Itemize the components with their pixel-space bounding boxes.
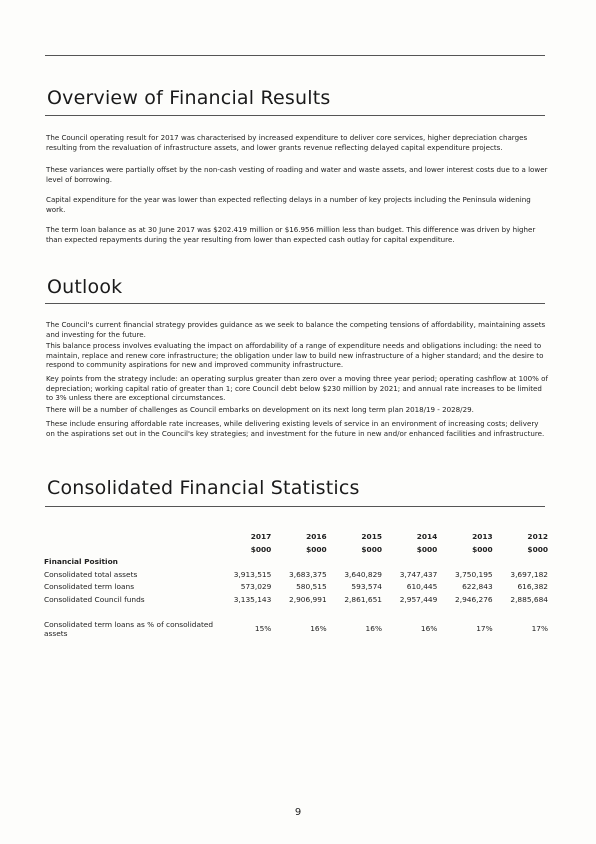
- year-header: 2012: [527, 532, 548, 541]
- table-cell: 17%: [476, 623, 493, 633]
- table-cell: 2,946,276: [455, 594, 493, 604]
- table-cell: 16%: [420, 623, 438, 633]
- outlook-paragraph: This balance process involves evaluating the impact on affordability of a range of expenditure needs and obligations including: the need to maintain, replace and renew core infrastructure; the obligation under law to build new infrastructure of a higher standard; and the desire to respond to community aspirations for new and improved community infrastructure.: [46, 341, 544, 370]
- outlook-paragraph: There will be a number of challenges as Council embarks on development on its next long term plan 2018/19 - 2028/29.: [46, 405, 474, 414]
- financial-statistics-table: [44, 532, 548, 638]
- overview-paragraph: The Council operating result for 2017 was characterised by increased expenditure to deliver core services, higher depreciation charges resulting from the revaluation of infrastructure assets, and lower grants revenue reflecting delayed capital expenditure projects.: [46, 133, 528, 152]
- table-cell: 2,861,651: [344, 594, 382, 604]
- table-cell: 3,135,143: [233, 594, 272, 604]
- table-cell: 16%: [365, 623, 382, 633]
- row-label: Consolidated term loans: [44, 582, 135, 592]
- table-cell: 3,747,437: [399, 569, 438, 579]
- table-cell: 3,683,375: [289, 569, 327, 579]
- outlook-paragraph: These include ensuring affordable rate increases, while delivering existing levels of service in an environment of increasing costs; delivery on the aspirations set out in the Council's key strategies; and investment for the future in new and/or enhanced facilities and infrastructure.: [46, 419, 545, 438]
- unit-header: $000: [250, 544, 272, 554]
- table-row: [44, 595, 548, 608]
- table-cell: 3,697,182: [510, 569, 548, 579]
- statistics-heading: Consolidated Financial Statistics: [47, 477, 360, 499]
- year-header: 2016: [306, 532, 327, 541]
- table-header-years: [44, 532, 548, 545]
- unit-header: $000: [416, 544, 438, 554]
- table-cell: 3,640,829: [344, 569, 382, 579]
- year-header: 2014: [416, 532, 438, 541]
- table-header-units: [44, 545, 548, 558]
- row-label: Consolidated total assets: [44, 569, 138, 579]
- table-cell: 593,574: [351, 582, 382, 592]
- table-cell: 2,906,991: [289, 594, 327, 604]
- table-row: [44, 570, 548, 583]
- table-spacer: [44, 608, 548, 620]
- table-cell: 622,843: [462, 582, 493, 592]
- unit-header: $000: [527, 544, 548, 554]
- table-cell: 616,382: [517, 582, 548, 592]
- table-cell: 3,750,195: [455, 569, 493, 579]
- unit-header: $000: [472, 544, 493, 554]
- overview-divider: [45, 115, 545, 116]
- table-cell: 16%: [310, 623, 327, 633]
- overview-heading: Overview of Financial Results: [47, 87, 331, 109]
- top-divider: [45, 55, 545, 56]
- table-cell: 2,885,684: [510, 594, 548, 604]
- outlook-heading: Outlook: [47, 276, 123, 298]
- year-header: 2015: [361, 532, 382, 541]
- page-number: 9: [294, 807, 302, 818]
- table-cell: 580,515: [296, 582, 327, 592]
- overview-paragraph: Capital expenditure for the year was lower than expected reflecting delays in a number of key projects including the Peninsula widening work.: [46, 195, 531, 214]
- year-header: 2013: [472, 532, 493, 541]
- table-cell: 610,445: [406, 582, 438, 592]
- overview-paragraph: These variances were partially offset by the non-cash vesting of roading and water and waste assets, and lower interest costs due to a lower level of borrowing.: [46, 165, 548, 184]
- table-cell: 573,029: [240, 582, 272, 592]
- unit-header: $000: [306, 544, 327, 554]
- overview-paragraph: The term loan balance as at 30 June 2017 was $202.419 million or $16.956 million less than budget. This difference was driven by higher than expected repayments during the year resulting from lower than expected cash outlay for capital expenditure.: [46, 225, 536, 244]
- row-label: Consolidated Council funds: [44, 594, 145, 604]
- table-row: [44, 620, 548, 638]
- year-header: 2017: [250, 532, 272, 541]
- table-cell: 17%: [531, 623, 548, 633]
- group-label: Financial Position: [44, 557, 118, 567]
- outlook-paragraph: The Council's current financial strategy provides guidance as we seek to balance the competing tensions of affordability, maintaining assets and investing for the future.: [46, 320, 546, 339]
- unit-header: $000: [361, 544, 382, 554]
- outlook-divider: [45, 303, 545, 304]
- table-cell: 3,913,515: [233, 569, 272, 579]
- table-cell: 15%: [254, 623, 272, 633]
- outlook-paragraph: Key points from the strategy include: an operating surplus greater than zero over a moving three year period; operating cashflow at 100% of depreciation; working capital ratio of greater than 1; core Council debt below $230 million by 2021; and annual rate increases to be limited to 3% unless there are exceptional circumstances.: [46, 374, 548, 403]
- row-label: Consolidated term loans as % of consolidated assets: [44, 619, 214, 638]
- table-cell: 2,957,449: [399, 594, 438, 604]
- statistics-divider: [45, 506, 545, 507]
- table-row: [44, 582, 548, 595]
- table-group-row: [44, 557, 548, 570]
